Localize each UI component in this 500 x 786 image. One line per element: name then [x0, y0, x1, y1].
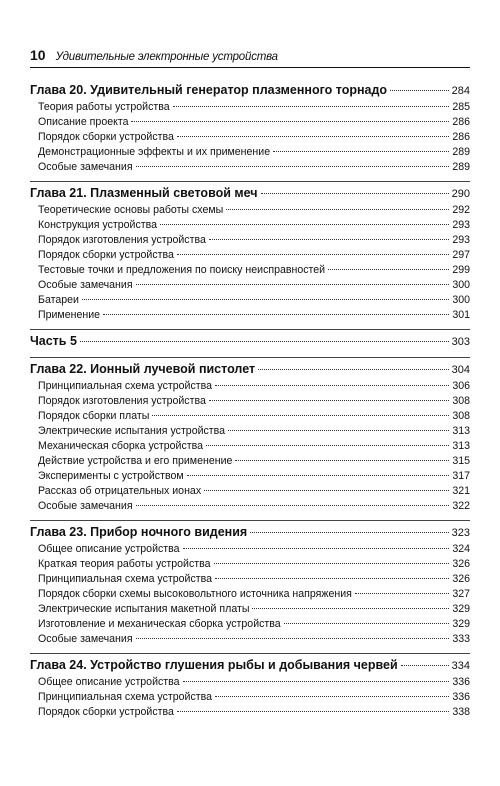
entry-page-number: 327 [452, 588, 470, 600]
chapter-title: Глава 21. Плазменный световой меч [30, 186, 258, 200]
dot-leader [355, 593, 449, 594]
entry-page-number: 326 [452, 558, 470, 570]
entry-title: Порядок изготовления устройства [38, 234, 206, 246]
dot-leader [215, 578, 449, 579]
toc-chapter [30, 186, 470, 330]
chapter-title: Часть 5 [30, 334, 77, 348]
section-divider [30, 181, 470, 182]
entry-title: Теория работы устройства [38, 101, 170, 113]
dot-leader [284, 623, 450, 624]
entry-page-number: 336 [452, 691, 470, 703]
entry-title: Краткая теория работы устройства [38, 558, 211, 570]
dot-leader [252, 608, 449, 609]
chapter-title: Глава 20. Удивительный генератор плазменного торнадо [30, 83, 388, 97]
dot-leader [204, 490, 449, 491]
chapter-page-number: 290 [451, 188, 470, 200]
dot-leader [390, 90, 449, 91]
toc-entry [30, 470, 470, 485]
entry-page-number: 326 [452, 573, 470, 585]
dot-leader [136, 505, 450, 506]
entry-title: Механическая сборка устройства [38, 440, 204, 452]
entry-page-number: 286 [452, 116, 470, 128]
entry-page-number: 285 [452, 101, 470, 113]
entry-title: Изготовление и механическая сборка устройства [38, 618, 281, 630]
entry-title: Общее описание устройства [38, 543, 180, 555]
section-divider [30, 653, 470, 654]
chapter-heading-row [30, 362, 470, 380]
dot-leader [206, 445, 449, 446]
dot-leader [177, 136, 449, 137]
entry-title: Порядок сборки устройства [38, 131, 174, 143]
entry-page-number: 329 [452, 618, 470, 630]
entry-title: Электрические испытания макетной платы [38, 603, 250, 615]
entry-title: Демонстрационные эффекты и их применение [38, 146, 271, 158]
entry-title: Описание проекта [38, 116, 129, 128]
toc-entry [30, 279, 470, 294]
chapter-title: Глава 24. Устройство глушения рыбы и добывания червей [30, 658, 398, 672]
dot-leader [261, 193, 449, 194]
entry-title: Особые замечания [38, 633, 133, 645]
chapter-title: Глава 22. Ионный лучевой пистолет [30, 362, 256, 376]
entry-page-number: 308 [452, 395, 470, 407]
toc-entry [30, 543, 470, 558]
chapter-heading-row [30, 658, 470, 676]
dot-leader [82, 299, 449, 300]
dot-leader [209, 400, 449, 401]
chapter-page-number: 323 [451, 527, 470, 539]
dot-leader [215, 385, 449, 386]
dot-leader [136, 638, 450, 639]
entry-title: Конструкция устройства [38, 219, 158, 231]
chapter-title: Глава 23. Прибор ночного видения [30, 525, 248, 539]
toc-entry [30, 558, 470, 573]
toc-entry [30, 116, 470, 131]
dot-leader [152, 415, 449, 416]
dot-leader [228, 430, 449, 431]
toc-entry [30, 234, 470, 249]
toc-entry [30, 380, 470, 395]
entry-page-number: 321 [452, 485, 470, 497]
toc-chapter [30, 525, 470, 654]
entry-page-number: 324 [452, 543, 470, 555]
entry-title: Порядок сборки платы [38, 410, 150, 422]
entry-page-number: 333 [452, 633, 470, 645]
toc-entry [30, 633, 470, 648]
entry-title: Теоретические основы работы схемы [38, 204, 224, 216]
entry-title: Батареи [38, 294, 79, 306]
dot-leader [209, 239, 449, 240]
dot-leader [183, 548, 450, 549]
entry-title: Особые замечания [38, 279, 133, 291]
chapter-heading-row [30, 334, 470, 352]
toc-entry [30, 706, 470, 721]
entry-title: Электрические испытания устройства [38, 425, 226, 437]
entry-page-number: 315 [452, 455, 470, 467]
toc-entry [30, 588, 470, 603]
book-title: Удивительные электронные устройства [55, 51, 278, 63]
entry-title: Принципиальная схема устройства [38, 691, 212, 703]
entry-page-number: 301 [452, 309, 470, 321]
dot-leader [226, 209, 449, 210]
entry-title: Порядок изготовления устройства [38, 395, 206, 407]
entry-title: Порядок сборки устройства [38, 706, 174, 718]
section-divider [30, 357, 470, 358]
entry-page-number: 313 [452, 440, 470, 452]
page-number: 10 [30, 47, 46, 63]
dot-leader [401, 665, 449, 666]
toc-entry [30, 440, 470, 455]
toc-entry [30, 455, 470, 470]
dot-leader [103, 314, 449, 315]
entry-page-number: 286 [452, 131, 470, 143]
toc-entry [30, 573, 470, 588]
toc-entry [30, 146, 470, 161]
toc-entry [30, 691, 470, 706]
entry-title: Действие устройства и его применение [38, 455, 233, 467]
entry-page-number: 297 [452, 249, 470, 261]
dot-leader [183, 681, 450, 682]
chapter-page-number: 304 [451, 364, 470, 376]
entry-page-number: 292 [452, 204, 470, 216]
table-of-contents [30, 79, 470, 721]
dot-leader [328, 269, 449, 270]
entry-title: Особые замечания [38, 161, 133, 173]
dot-leader [177, 254, 449, 255]
chapter-page-number: 334 [451, 660, 470, 672]
entry-page-number: 338 [452, 706, 470, 718]
dot-leader [214, 563, 450, 564]
toc-chapter [30, 362, 470, 521]
dot-leader [187, 475, 450, 476]
entry-page-number: 336 [452, 676, 470, 688]
toc-entry [30, 603, 470, 618]
header-rule [30, 67, 470, 68]
toc-entry [30, 204, 470, 219]
toc-entry [30, 161, 470, 176]
entry-title: Порядок сборки устройства [38, 249, 174, 261]
toc-entry [30, 131, 470, 146]
entry-title: Порядок сборки схемы высоковольтного источника напряжения [38, 588, 352, 600]
toc-entry [30, 500, 470, 515]
chapter-heading-row [30, 83, 470, 101]
entry-page-number: 293 [452, 234, 470, 246]
entry-page-number: 322 [452, 500, 470, 512]
entry-page-number: 300 [452, 279, 470, 291]
toc-entry [30, 264, 470, 279]
toc-entry [30, 410, 470, 425]
page-header [30, 47, 470, 69]
entry-page-number: 289 [452, 161, 470, 173]
entry-page-number: 329 [452, 603, 470, 615]
entry-page-number: 300 [452, 294, 470, 306]
toc-entry [30, 309, 470, 324]
entry-title: Общее описание устройства [38, 676, 180, 688]
entry-page-number: 289 [452, 146, 470, 158]
toc-entry [30, 101, 470, 116]
toc-chapter [30, 658, 470, 721]
entry-title: Эксперименты с устройством [38, 470, 184, 482]
dot-leader [250, 532, 448, 533]
entry-page-number: 306 [452, 380, 470, 392]
chapter-heading-row [30, 186, 470, 204]
entry-page-number: 293 [452, 219, 470, 231]
toc-entry [30, 294, 470, 309]
dot-leader [215, 696, 449, 697]
entry-title: Принципиальная схема устройства [38, 380, 212, 392]
dot-leader [160, 224, 449, 225]
entry-page-number: 313 [452, 425, 470, 437]
entry-page-number: 299 [452, 264, 470, 276]
chapter-heading-row [30, 525, 470, 543]
toc-entry [30, 425, 470, 440]
entry-page-number: 317 [452, 470, 470, 482]
entry-title: Особые замечания [38, 500, 133, 512]
section-divider [30, 520, 470, 521]
section-divider [30, 329, 470, 330]
dot-leader [131, 121, 449, 122]
chapter-page-number: 284 [451, 85, 470, 97]
dot-leader [173, 106, 450, 107]
toc-entry [30, 618, 470, 633]
dot-leader [136, 284, 450, 285]
entry-page-number: 308 [452, 410, 470, 422]
toc-chapter [30, 334, 470, 358]
entry-title: Рассказ об отрицательных ионах [38, 485, 202, 497]
dot-leader [258, 369, 449, 370]
toc-chapter [30, 83, 470, 182]
dot-leader [136, 166, 450, 167]
toc-entry [30, 395, 470, 410]
toc-entry [30, 219, 470, 234]
entry-title: Принципиальная схема устройства [38, 573, 212, 585]
dot-leader [80, 341, 449, 342]
entry-title: Применение [38, 309, 101, 321]
dot-leader [177, 711, 449, 712]
entry-title: Тестовые точки и предложения по поиску неисправностей [38, 264, 326, 276]
dot-leader [273, 151, 449, 152]
chapter-page-number: 303 [451, 336, 470, 348]
dot-leader [235, 460, 449, 461]
toc-entry [30, 485, 470, 500]
toc-entry [30, 249, 470, 264]
toc-entry [30, 676, 470, 691]
